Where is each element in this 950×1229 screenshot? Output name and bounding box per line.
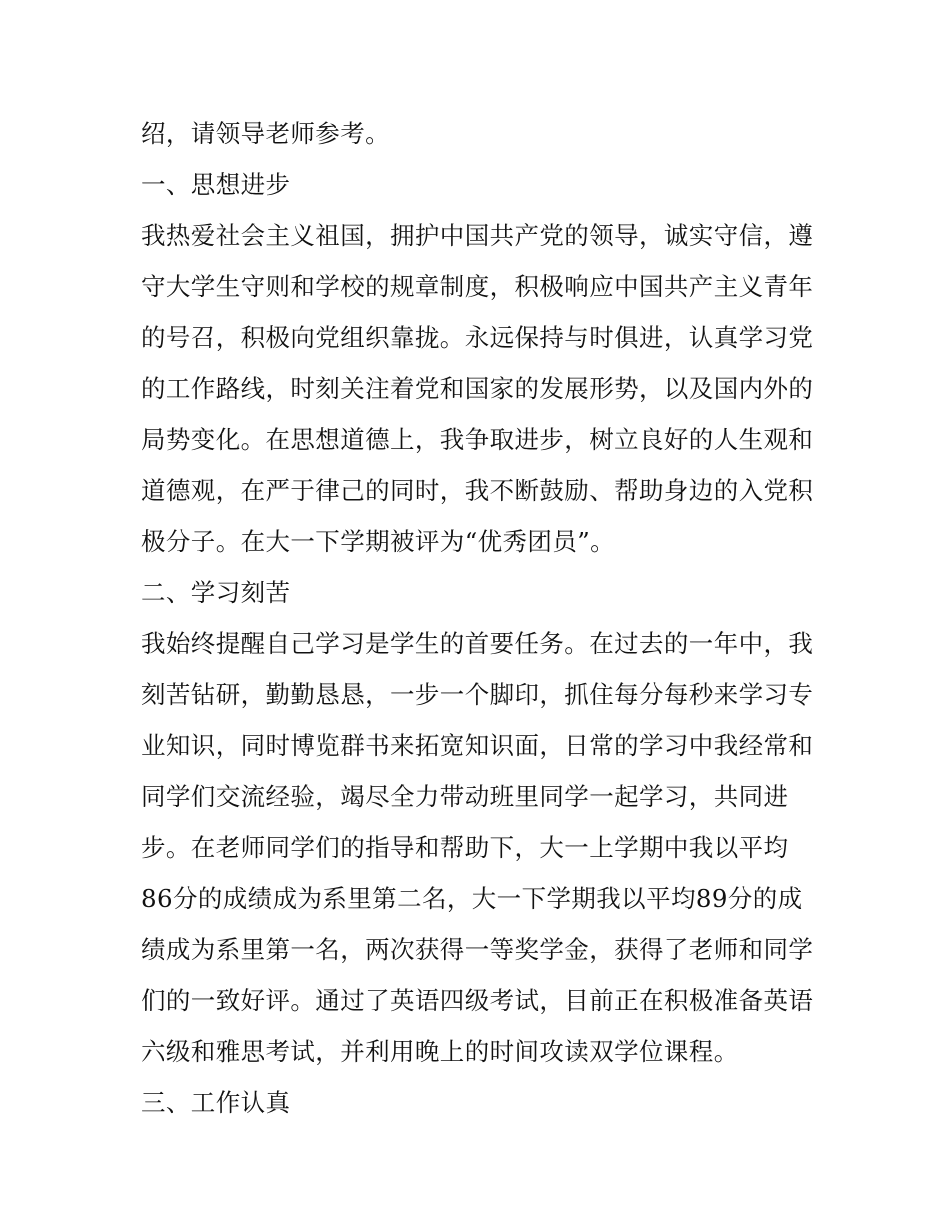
text-line: 局势变化。在思想道德上，我争取进步，树立良好的人生观和 xyxy=(141,425,813,454)
text-line: 绍，请领导老师参考。 xyxy=(141,119,390,148)
text-line: 我始终提醒自己学习是学生的首要任务。在过去的一年中，我 xyxy=(141,629,813,658)
text-line: 的号召，积极向党组织靠拢。永远保持与时俱进，认真学习党 xyxy=(141,323,813,352)
text-line: 86分的成绩成为系里第二名，大一下学期我以平均89分的成 xyxy=(141,884,803,913)
text-line: 绩成为系里第一名，两次获得一等奖学金，获得了老师和同学 xyxy=(141,935,813,964)
text-line: 极分子。在大一下学期被评为“优秀团员”。 xyxy=(141,527,616,556)
text-line: 的工作路线，时刻关注着党和国家的发展形势，以及国内外的 xyxy=(141,374,813,403)
text-line: 守大学生守则和学校的规章制度，积极响应中国共产主义青年 xyxy=(141,272,813,301)
text-line: 们的一致好评。通过了英语四级考试，目前正在积极准备英语 xyxy=(141,986,813,1015)
text-line: 道德观，在严于律己的同时，我不断鼓励、帮助身边的入党积 xyxy=(141,476,813,505)
section-heading: 二、学习刻苦 xyxy=(141,578,291,607)
text-line: 同学们交流经验，竭尽全力带动班里同学一起学习，共同进 xyxy=(141,782,789,811)
text-line: 六级和雅思考试，并利用晚上的时间攻读双学位课程。 xyxy=(141,1037,739,1066)
text-line: 业知识，同时博览群书来拓宽知识面，日常的学习中我经常和 xyxy=(141,731,813,760)
document-body xyxy=(141,108,813,1128)
section-heading: 一、思想进步 xyxy=(141,170,291,199)
text-line: 刻苦钻研，勤勤恳恳，一步一个脚印，抓住每分每秒来学习专 xyxy=(141,680,813,709)
section-heading: 三、工作认真 xyxy=(141,1088,291,1117)
text-line: 步。在老师同学们的指导和帮助下，大一上学期中我以平均 xyxy=(141,833,789,862)
text-line: 我热爱社会主义祖国，拥护中国共产党的领导，诚实守信，遵 xyxy=(141,221,813,250)
